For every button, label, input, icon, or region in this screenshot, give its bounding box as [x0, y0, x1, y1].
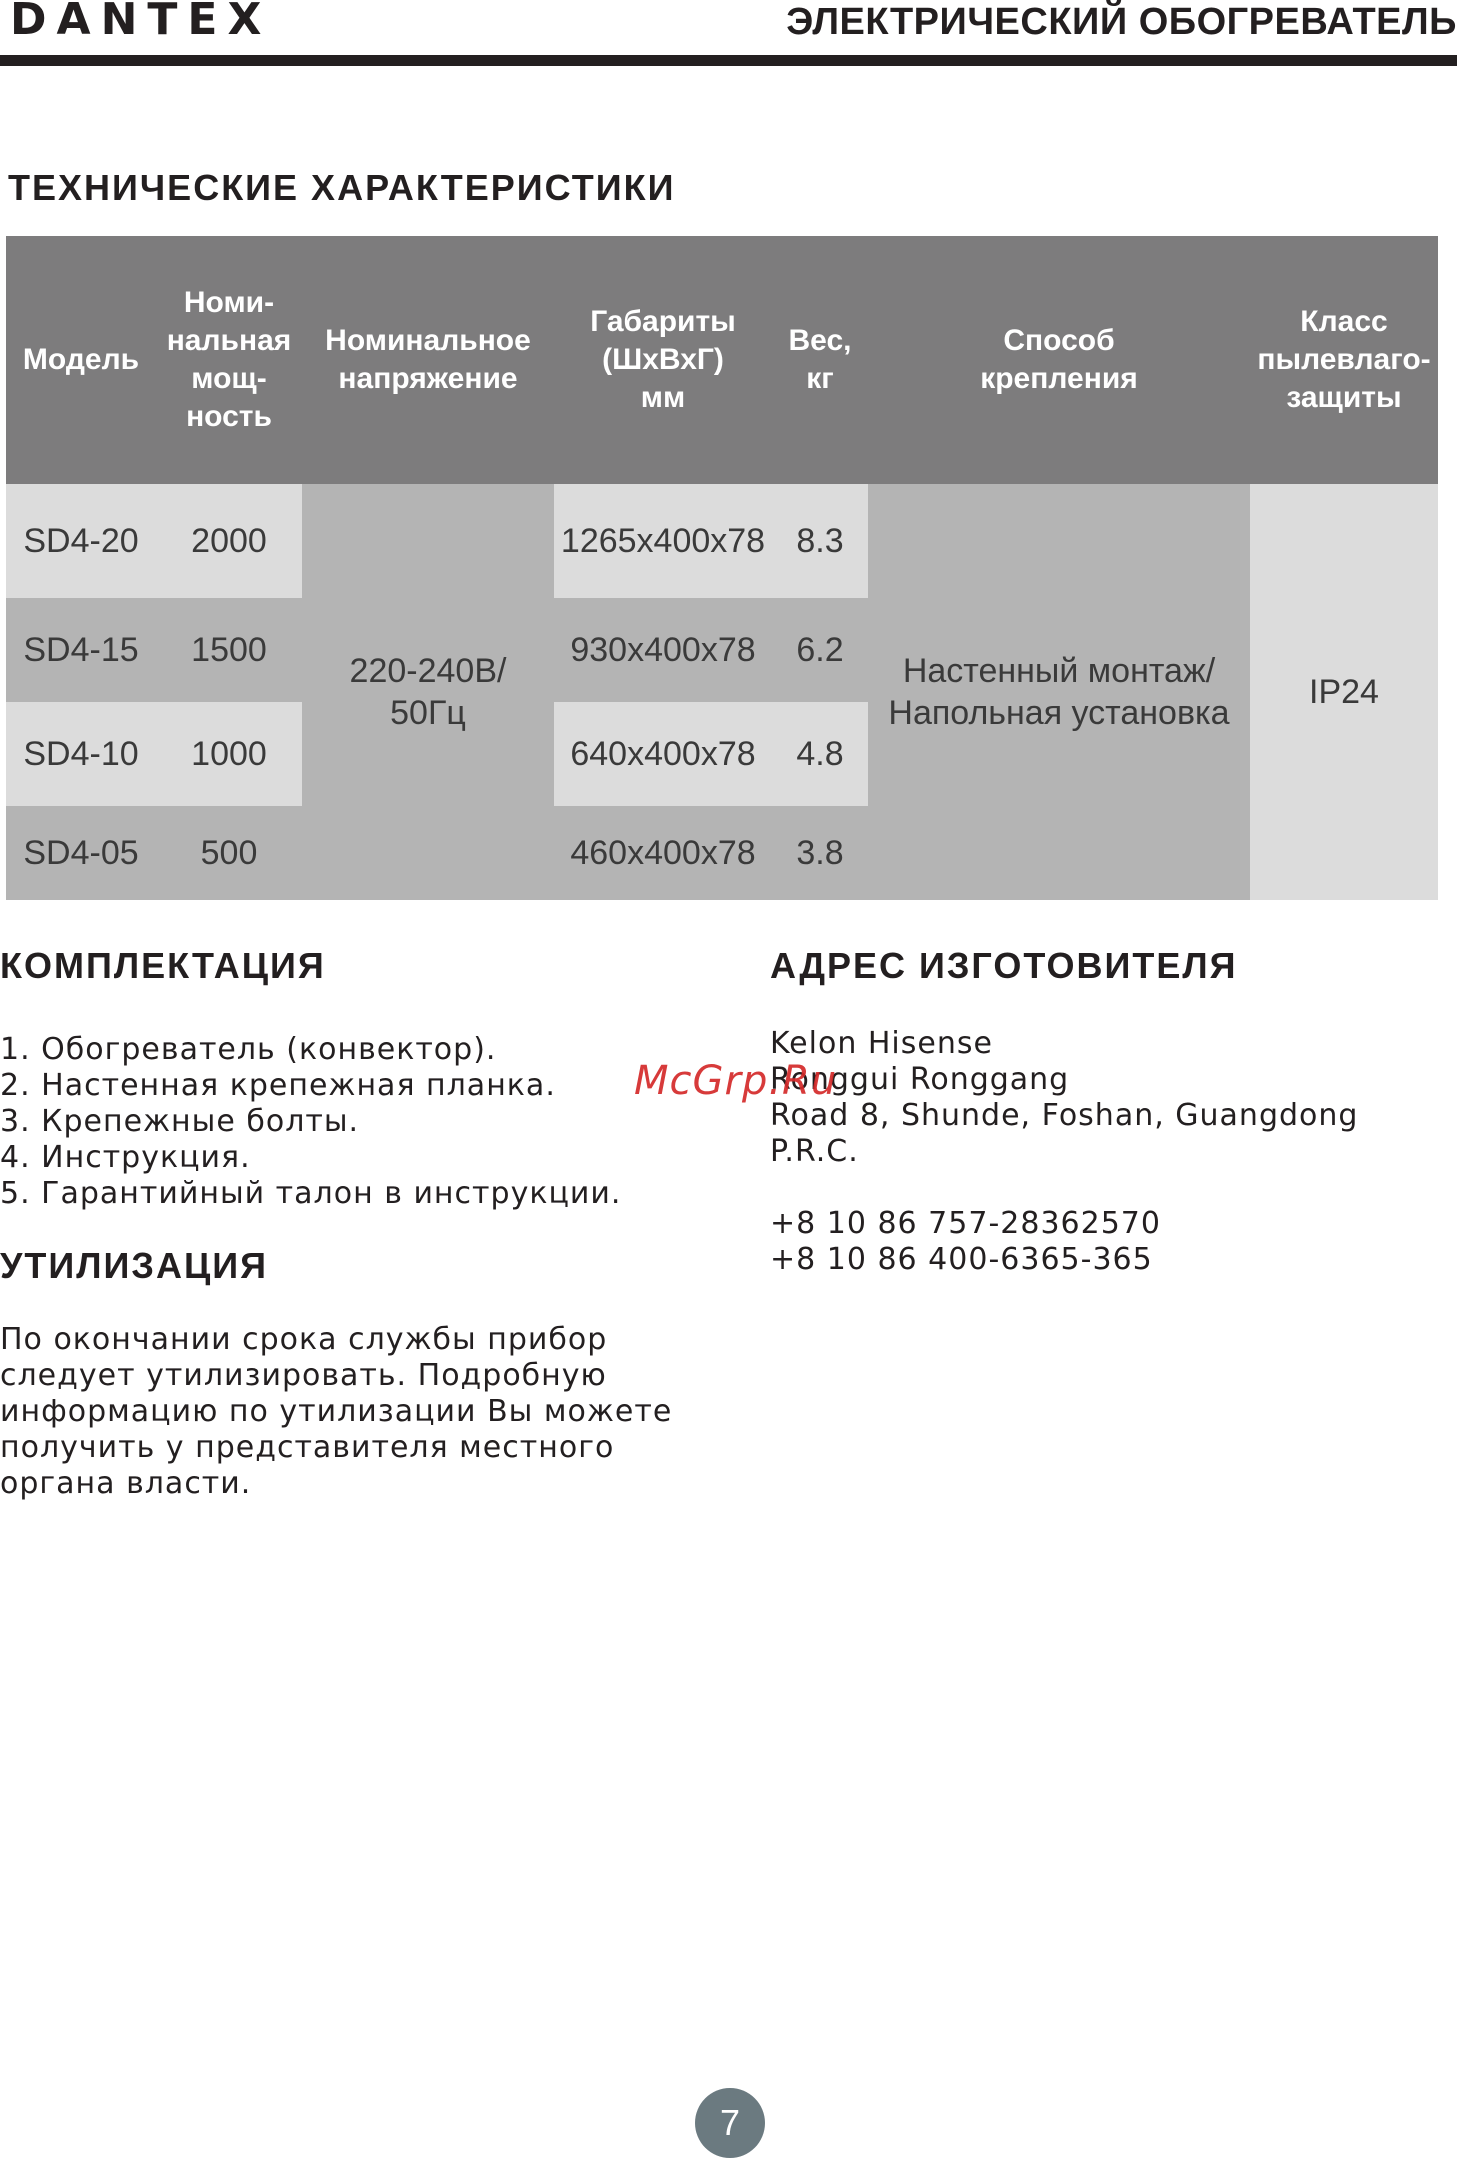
cell-weight: 4.8: [772, 702, 868, 806]
manufacturer-title: АДРЕС ИЗГОТОВИТЕЛЯ: [770, 945, 1238, 986]
header-dimensions: Габариты (ШхВхГ) мм: [554, 236, 772, 484]
text-line: следует утилизировать. Подробную: [0, 1358, 607, 1393]
header-ip-class: Класс пылевлаго- защиты: [1250, 236, 1438, 484]
manufacturer-phones: [770, 1206, 1161, 1278]
manufacturer-address: [770, 1026, 1358, 1170]
disposal-text: [0, 1322, 672, 1502]
cell-ip-class: IP24: [1250, 484, 1438, 900]
disposal-title: УТИЛИЗАЦИЯ: [0, 1245, 268, 1286]
cell-voltage: 220-240В/ 50Гц: [302, 484, 554, 900]
cell-mount: Настенный монтаж/ Напольная установка: [868, 484, 1250, 900]
header-weight: Вес, кг: [772, 236, 868, 484]
list-item: 4. Инструкция.: [0, 1140, 251, 1175]
list-item: 5. Гарантийный талон в инструкции.: [0, 1176, 622, 1211]
package-list: [0, 1032, 621, 1212]
cell-power: 2000: [156, 484, 302, 598]
cell-model: SD4-20: [6, 484, 156, 598]
address-line: Ronggui Ronggang: [770, 1062, 1070, 1097]
list-item: 3. Крепежные болты.: [0, 1104, 360, 1139]
specs-title: ТЕХНИЧЕСКИЕ ХАРАКТЕРИСТИКИ: [8, 167, 676, 208]
brand-logo: DANTEX: [10, 0, 272, 45]
cell-power: 500: [156, 806, 302, 900]
cell-power: 1500: [156, 598, 302, 702]
page-number: 7: [695, 2088, 765, 2158]
text-line: По окончании срока службы прибор: [0, 1322, 608, 1357]
spec-table: [6, 236, 1438, 900]
cell-model: SD4-05: [6, 806, 156, 900]
cell-power: 1000: [156, 702, 302, 806]
cell-dimensions: 930x400x78: [554, 598, 772, 702]
cell-dimensions: 460x400x78: [554, 806, 772, 900]
document-title: ЭЛЕКТРИЧЕСКИЙ ОБОГРЕВАТЕЛЬ: [786, 1, 1457, 43]
watermark: McGrp.Ru: [634, 1058, 838, 1104]
list-item: 1. Обогреватель (конвектор).: [0, 1032, 497, 1067]
text-line: органа власти.: [0, 1466, 252, 1501]
cell-model: SD4-15: [6, 598, 156, 702]
cell-weight: 8.3: [772, 484, 868, 598]
header-power: Номи- нальная мощ- ность: [156, 236, 302, 484]
cell-model: SD4-10: [6, 702, 156, 806]
address-line: Kelon Hisense: [770, 1026, 993, 1061]
cell-dimensions: 1265x400x78: [554, 484, 772, 598]
address-line: Road 8, Shunde, Foshan, Guangdong: [770, 1098, 1359, 1133]
text-line: получить у представителя местного: [0, 1430, 615, 1465]
text-line: информацию по утилизации Вы можете: [0, 1394, 673, 1429]
cell-dimensions: 640x400x78: [554, 702, 772, 806]
list-item: 2. Настенная крепежная планка.: [0, 1068, 556, 1103]
header-model: Модель: [6, 236, 156, 484]
cell-weight: 3.8: [772, 806, 868, 900]
header-divider: [0, 55, 1457, 66]
package-title: КОМПЛЕКТАЦИЯ: [0, 945, 326, 986]
phone-line: +8 10 86 757-28362570: [770, 1206, 1161, 1241]
header-mount: Способ крепления: [868, 236, 1250, 484]
phone-line: +8 10 86 400-6365-365: [770, 1242, 1153, 1277]
address-line: P.R.C.: [770, 1134, 859, 1169]
cell-weight: 6.2: [772, 598, 868, 702]
header-voltage: Номинальное напряжение: [302, 236, 554, 484]
